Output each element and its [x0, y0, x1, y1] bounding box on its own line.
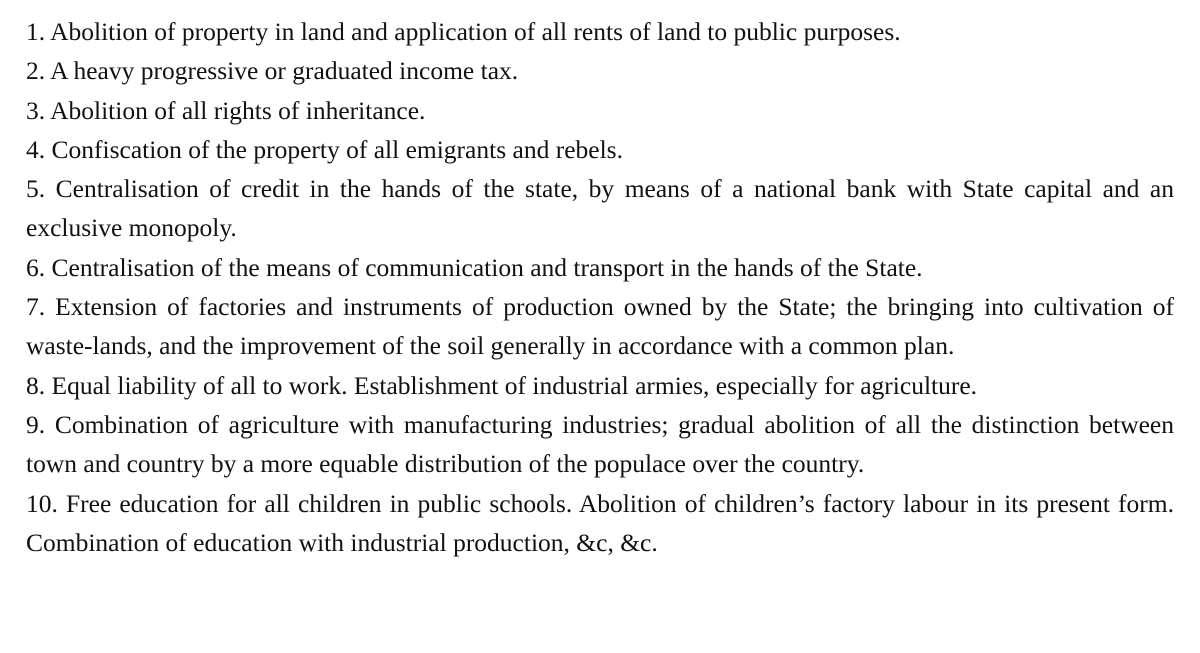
list-item-7: 7. Extension of factories and instruments of production owned by the State; the bringing into cultivation of waste-lands, and the improvement of the soil generally in accordance with a common plan. — [26, 292, 1174, 361]
list-item-3: 3. Abolition of all rights of inheritance. — [26, 95, 426, 125]
list-item-8: 8. Equal liability of all to work. Establishment of industrial armies, especially for agriculture. — [26, 370, 978, 400]
list-item-2: 2. A heavy progressive or graduated income tax. — [26, 56, 519, 86]
list-item-5: 5. Centralisation of credit in the hands of the state, by means of a national bank with State capital and an exclusive monopoly. — [26, 174, 1174, 243]
list-item-9: 9. Combination of agriculture with manufacturing industries; gradual abolition of all the distinction between town and country by a more equable distribution of the populace over the country. — [26, 409, 1174, 479]
list-item-6: 6. Centralisation of the means of communication and transport in the hands of the State. — [26, 252, 923, 282]
list-item-10: 10. Free education for all children in public schools. Abolition of children’s factory labour in its present form. Combination of education with industrial production, &c, &c. — [26, 488, 1174, 557]
list-item-1: 1. Abolition of property in land and application of all rents of land to public purposes. — [26, 17, 901, 46]
list-item-4: 4. Confiscation of the property of all emigrants and rebels. — [26, 134, 623, 164]
